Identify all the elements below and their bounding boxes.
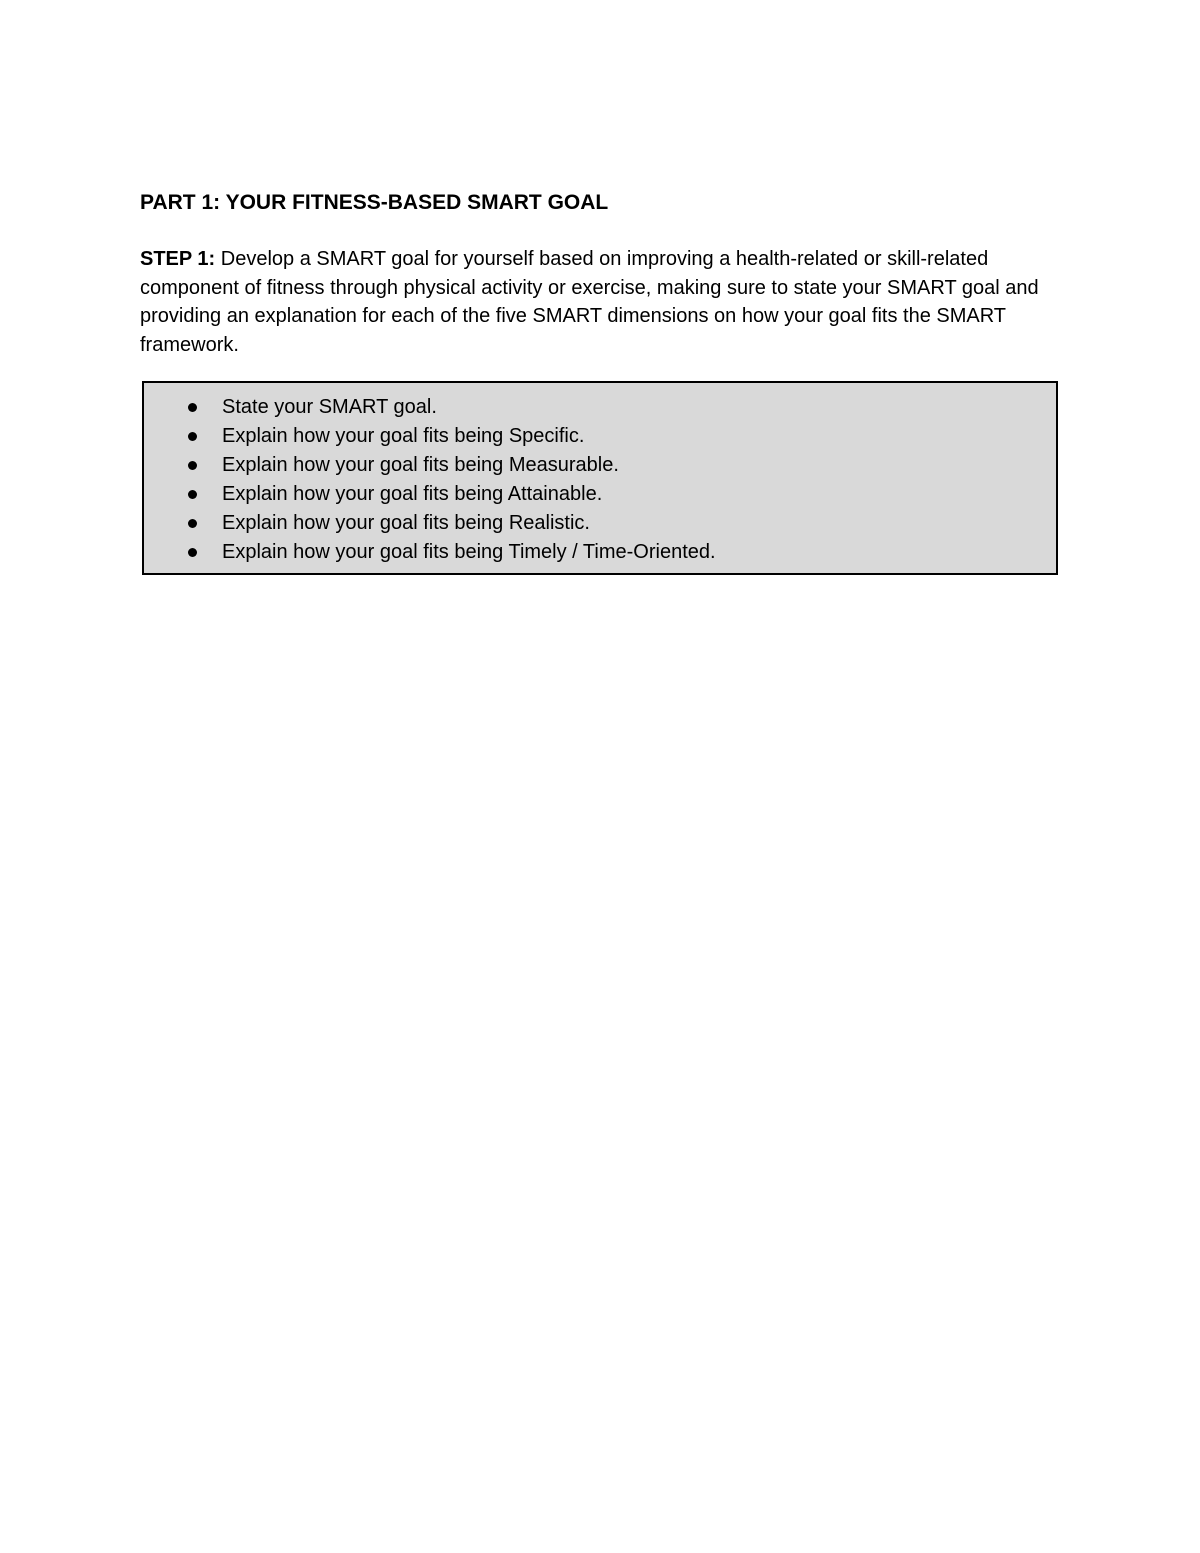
bullet-icon bbox=[188, 490, 197, 499]
step-label: STEP 1: bbox=[140, 248, 216, 270]
instruction-item-text: Explain how your goal fits being Timely / Time-Oriented. bbox=[222, 541, 716, 563]
bullet-icon bbox=[188, 461, 197, 470]
instruction-item-realistic bbox=[144, 509, 1056, 538]
instruction-item-measurable bbox=[144, 451, 1056, 480]
instruction-item-attainable bbox=[144, 480, 1056, 509]
instruction-item-text: Explain how your goal fits being Measurable. bbox=[222, 454, 619, 476]
bullet-icon bbox=[188, 548, 197, 557]
instruction-item-text: State your SMART goal. bbox=[222, 396, 437, 418]
bullet-icon bbox=[188, 432, 197, 441]
instruction-list bbox=[144, 393, 1056, 567]
instruction-item-text: Explain how your goal fits being Specific. bbox=[222, 425, 585, 447]
instruction-item-state-goal bbox=[144, 393, 1056, 422]
bullet-icon bbox=[188, 519, 197, 528]
instruction-item-text: Explain how your goal fits being Realistic. bbox=[222, 512, 590, 534]
step-paragraph bbox=[140, 245, 1065, 359]
part-heading: PART 1: YOUR FITNESS-BASED SMART GOAL bbox=[140, 191, 609, 214]
instruction-item-text: Explain how your goal fits being Attainable. bbox=[222, 483, 603, 505]
instruction-box bbox=[142, 381, 1058, 575]
bullet-icon bbox=[188, 403, 197, 412]
instruction-item-specific bbox=[144, 422, 1056, 451]
instruction-item-timely bbox=[144, 538, 1056, 567]
step-text: Develop a SMART goal for yourself based on improving a health-related or skill-related component of fitness through physical activity or exercise, making sure to state your SMART goal and providing an explanation for each of the five SMART dimensions on how your goal fits the SMART framework. bbox=[140, 248, 1039, 356]
